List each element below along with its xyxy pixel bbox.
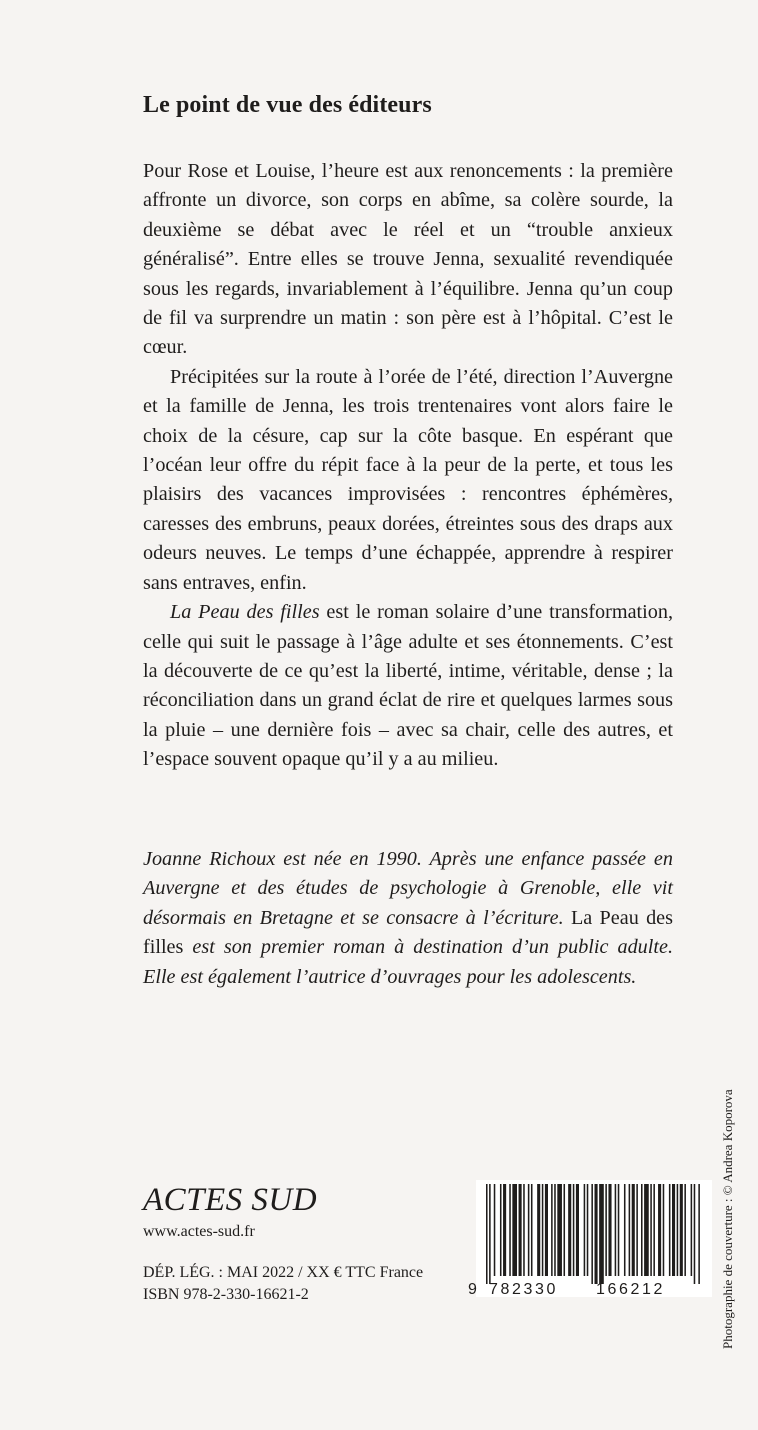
barcode-bar <box>615 1184 617 1276</box>
author-bio <box>143 845 673 992</box>
barcode-bar <box>551 1184 553 1276</box>
barcode-bar <box>672 1184 675 1276</box>
synopsis-paragraph-1: Pour Rose et Louise, l’heure est aux renoncements : la première affronte un divorce, son corps en abîme, sa colère sourde, la deuxième se débat avec le réel et un “trouble anxieux généralisé”. Entre elles se trouve Jenna, sexualité revendiquée sous les regards, invariablement à l’équilibre. Jenna qu’un coup de fil va surprendre un matin : son père est à l’hôpital. C’est le cœur. <box>143 160 673 359</box>
barcode-bar <box>680 1184 683 1276</box>
barcode-bar <box>698 1184 700 1284</box>
barcode-bar <box>669 1184 671 1276</box>
barcode-bar <box>528 1184 530 1276</box>
barcode-bar <box>684 1184 686 1276</box>
barcode-bar <box>519 1184 522 1276</box>
barcode-bar <box>653 1184 655 1276</box>
barcode-bar <box>618 1184 620 1276</box>
author-bio-book-title: La Peau des filles <box>143 906 674 959</box>
barcode-bar <box>568 1184 571 1276</box>
photo-credit: Photographie de couverture : © Andrea Koporova <box>720 1089 735 1349</box>
barcode-bar <box>599 1184 604 1284</box>
isbn-line: ISBN 978-2-330-16621-2 <box>143 1286 309 1303</box>
barcode-bar <box>595 1184 598 1284</box>
barcode-bar <box>537 1184 540 1276</box>
barcode-bar <box>677 1184 679 1276</box>
barcode-bar <box>629 1184 631 1276</box>
publisher-logo: ACTES SUD <box>143 1182 318 1218</box>
barcode-bar <box>624 1184 626 1276</box>
barcode-bar <box>573 1184 575 1276</box>
barcode-bar <box>542 1184 544 1276</box>
barcode-bar <box>691 1184 693 1276</box>
barcode-bar <box>489 1184 491 1284</box>
barcode-bar <box>644 1184 649 1276</box>
barcode-bar <box>636 1184 638 1276</box>
barcode-bar <box>554 1184 556 1276</box>
synopsis <box>143 157 673 775</box>
barcode-bar <box>564 1184 566 1276</box>
barcode-bar <box>694 1184 696 1284</box>
barcode-digit-first: 9 <box>468 1281 477 1297</box>
legal-info <box>143 1262 423 1306</box>
barcode-bar <box>591 1184 593 1284</box>
barcode-bar <box>503 1184 506 1276</box>
synopsis-paragraph-3-text: est le roman solaire d’une transformation, celle qui suit le passage à l’âge adulte et ses étonnements. C’est la découverte de ce qu’est la liberté, intime, véritable, dense ; la réconciliation dans un grand éclat de rire et quelques larmes sous la pluie – une dernière fois – avec sa chair, celle des autres, et l’espace souvent opaque qu’il y a au milieu. <box>143 601 673 771</box>
barcode-bar <box>641 1184 643 1276</box>
barcode-bar <box>608 1184 611 1276</box>
barcode-bar <box>658 1184 661 1276</box>
publisher-website: www.actes-sud.fr <box>143 1223 255 1240</box>
barcode-digits-right: 166212 <box>596 1281 665 1297</box>
barcode-bar <box>587 1184 589 1276</box>
back-cover-heading: Le point de vue des éditeurs <box>143 92 432 118</box>
barcode-bar <box>545 1184 548 1276</box>
barcode-bar <box>500 1184 502 1276</box>
author-bio-part-1: Joanne Richoux est née en 1990. Après une enfance passée en Auvergne et des études de psychologie à Grenoble, elle vit désormais en Bretagne et se consacre à l’écriture. <box>143 848 673 929</box>
synopsis-paragraph-3 <box>143 598 673 774</box>
author-bio-part-2: est son premier roman à destination d’un public adulte. Elle est également l’autrice d’ouvrages pour les adolescents. <box>143 936 673 988</box>
barcode-bar <box>512 1184 517 1276</box>
barcode-bar <box>650 1184 652 1276</box>
book-title-italic: La Peau des filles <box>170 601 320 624</box>
synopsis-paragraph-2: Précipitées sur la route à l’orée de l’été, direction l’Auvergne et la famille de Jenna, les trois trentenaires vont alors faire le choix de la césure, cap sur la côte basque. En espérant que l’océan leur offre du répit face à la peur de la perte, et tous les plaisirs des vacances improvisées : rencontres éphémères, caresses des embruns, peaux dorées, étreintes sous des draps aux odeurs neuves. Le temps d’une échappée, apprendre à respirer sans entraves, enfin. <box>143 365 673 594</box>
isbn-barcode <box>468 1180 712 1297</box>
barcode-bar <box>584 1184 586 1276</box>
barcode-bar <box>494 1184 496 1276</box>
barcode-bar <box>486 1184 488 1284</box>
barcode-bar <box>605 1184 607 1276</box>
legal-deposit-line: DÉP. LÉG. : MAI 2022 / XX € TTC France <box>143 1264 424 1281</box>
barcode-bar <box>632 1184 635 1276</box>
barcode-bar <box>531 1184 533 1276</box>
barcode-bar <box>509 1184 511 1276</box>
barcode-bar <box>557 1184 562 1276</box>
barcode-bar <box>523 1184 525 1276</box>
barcode-bar <box>663 1184 665 1276</box>
barcode-bar <box>576 1184 579 1276</box>
barcode-digits-left: 782330 <box>489 1281 558 1297</box>
